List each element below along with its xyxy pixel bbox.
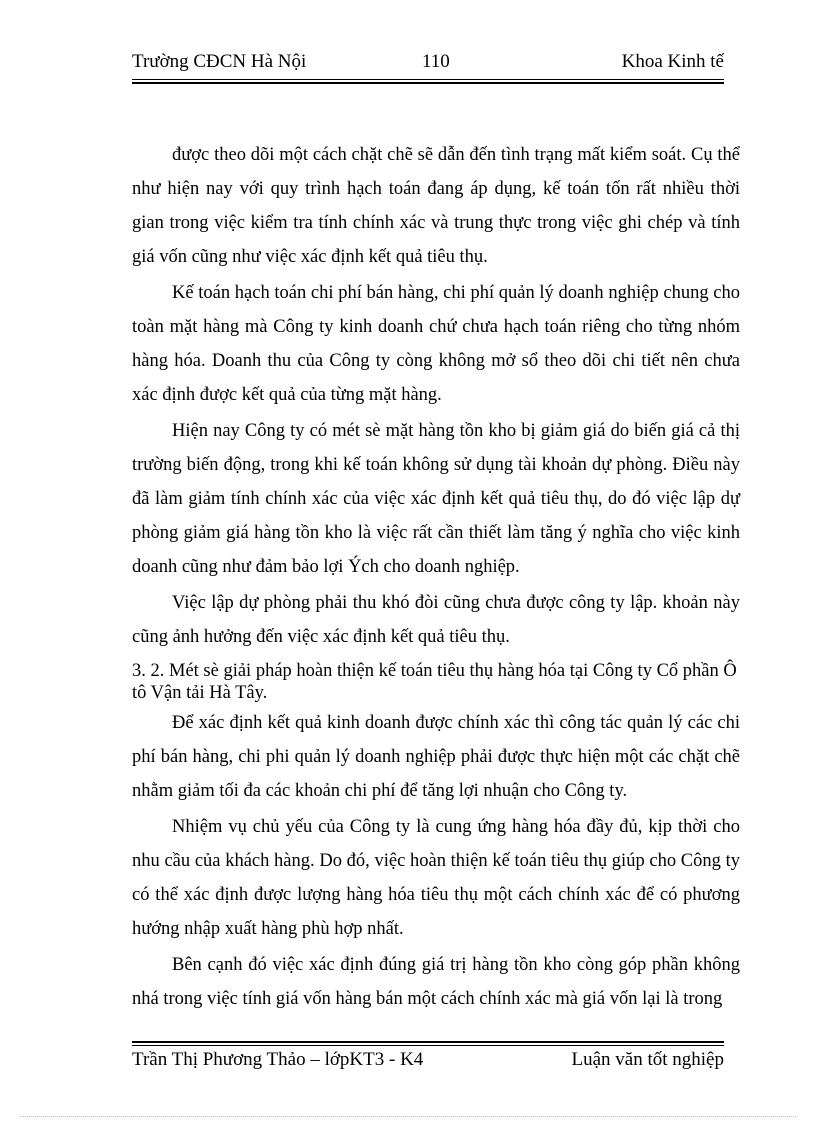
header-rule-bottom	[132, 82, 724, 84]
body-paragraph: Bên cạnh đó việc xác định đúng giá trị hàng tồn kho còng góp phần không nhá trong việc tính giá vốn hàng bán một cách chính xác mà giá vốn lại là trong	[132, 955, 740, 1009]
page-body	[132, 138, 740, 1018]
body-paragraph: được theo dõi một cách chặt chẽ sẽ dẫn đến tình trạng mất kiểm soát. Cụ thể như hiện nay với quy trình hạch toán đang áp dụng, kế toán tốn rất nhiều thời gian trong việc kiểm tra tính chính xác và trung thực trong việc ghi chép và tính giá vốn cũng như việc xác định kết quả tiêu thụ.	[132, 145, 740, 267]
body-paragraph: Nhiệm vụ chủ yếu của Công ty là cung ứng hàng hóa đầy đủ, kịp thời cho nhu cầu của khách hàng. Do đó, việc hoàn thiện kế toán tiêu thụ giúp cho Công ty có thể xác định được lượng hàng hóa tiêu thụ một cách chính xác để có phương hướng nhập xuất hàng phù hợp nhất.	[132, 817, 740, 939]
header-page-number: 110	[422, 51, 450, 72]
body-paragraph: Kế toán hạch toán chi phí bán hàng, chi phí quản lý doanh nghiệp chung cho toàn mặt hàng mà Công ty kinh doanh chứ chưa hạch toán riêng cho từng nhóm hàng hóa. Doanh thu của Công ty còng không mở sổ theo dõi chi tiết nên chưa xác định được kết quả của từng mặt hàng.	[132, 283, 740, 405]
footer-rule-bottom	[132, 1045, 724, 1046]
header-school-name: Trường CĐCN Hà Nội	[132, 51, 307, 72]
footer-document-type: Luận văn tốt nghiệp	[571, 1049, 724, 1070]
section-heading: 3. 2. Mét sè giải pháp hoàn thiện kế toán tiêu thụ hàng hóa tại Công ty Cổ phần Ô tô Vận tải Hà Tây.	[132, 661, 737, 703]
body-paragraph: Để xác định kết quả kinh doanh được chính xác thì công tác quản lý các chi phí bán hàng, chi phi quản lý doanh nghiệp phải được thực hiện một các chặt chẽ nhằm giảm tối đa các khoản chi phí để tăng lợi nhuận cho Công ty.	[132, 713, 740, 801]
page-header	[132, 51, 724, 77]
footer-rule-top	[132, 1041, 724, 1043]
header-rule-top	[132, 79, 724, 80]
body-paragraph: Hiện nay Công ty có mét sè mặt hàng tồn kho bị giảm giá do biến giá cả thị trường biến động, trong khi kế toán không sử dụng tài khoản dự phòng. Điều này đã làm giảm tính chính xác của việc xác định kết quả tiêu thụ, do đó việc lập dự phòng giảm giá hàng tồn kho là việc rất cần thiết làm tăng ý nghĩa cho việc kinh doanh cũng như đảm bảo lợi Ých cho doanh nghiệp.	[132, 421, 740, 577]
header-faculty-name: Khoa Kinh tế	[621, 51, 724, 72]
body-paragraph: Việc lập dự phòng phải thu khó đòi cũng chưa được công ty lập. khoản này cũng ảnh hưởng đến việc xác định kết quả tiêu thụ.	[132, 593, 740, 647]
page-edge-divider	[20, 1116, 796, 1117]
page-footer	[132, 1049, 724, 1075]
footer-author: Trần Thị Phương Thảo – lớpKT3 - K4	[132, 1049, 424, 1070]
